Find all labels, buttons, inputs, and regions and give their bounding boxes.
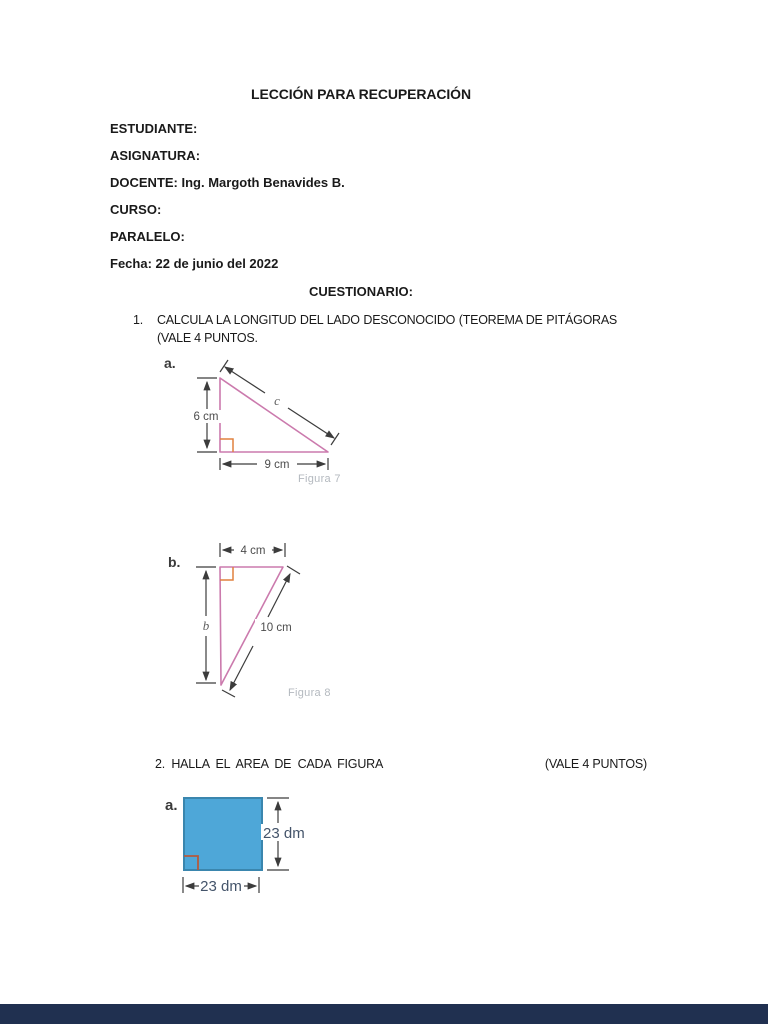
right-angle-marker <box>220 439 233 452</box>
triangle-shape <box>220 378 328 452</box>
field-estudiante: ESTUDIANTE: <box>110 121 198 136</box>
field-fecha: Fecha: 22 de junio del 2022 <box>110 256 279 271</box>
section-heading: CUESTIONARIO: <box>309 284 413 299</box>
figure-square <box>155 790 385 905</box>
question-2-points: (VALE 4 PUNTOS) <box>544 757 647 771</box>
question-2-number: 2. <box>155 757 166 771</box>
field-curso: CURSO: <box>110 202 162 217</box>
question-1 <box>133 311 617 347</box>
figure-b-label: b. <box>168 554 181 570</box>
vertical-b-label: b <box>202 618 210 633</box>
square-shape <box>184 798 262 870</box>
viewer-bottom-bar <box>0 1004 768 1024</box>
figure-a-caption: Figura 7 <box>298 473 341 485</box>
figure-b-triangle <box>160 538 390 706</box>
hypotenuse-c-label: c <box>274 393 280 408</box>
question-1-text: CALCULA LA LONGITUD DEL LADO DESCONOCIDO (TEOREMA DE PITÁGORAS (VALE 4 PUNTOS. <box>157 313 617 345</box>
question-2-text: 2. HALLA EL AREA DE CADA FIGURA <box>155 757 384 771</box>
right-angle-marker <box>220 567 233 580</box>
question-1-number: 1. <box>133 313 143 327</box>
dimension-height-23dm: 23 dm <box>263 825 305 842</box>
figure-a-label: a. <box>164 355 176 371</box>
dimension-4cm: 4 cm <box>240 545 266 557</box>
dimension-width-23dm: 23 dm <box>200 878 242 895</box>
page-title: LECCIÓN PARA RECUPERACIÓN <box>251 86 471 102</box>
figure-square-label: a. <box>165 797 178 814</box>
field-paralelo: PARALELO: <box>110 229 185 244</box>
field-asignatura: ASIGNATURA: <box>110 148 201 163</box>
field-docente: DOCENTE: Ing. Margoth Benavides B. <box>110 175 345 190</box>
question-2 <box>155 757 647 771</box>
figure-a-triangle <box>160 352 360 490</box>
dimension-6cm: 6 cm <box>193 411 219 423</box>
dimension-9cm: 9 cm <box>264 459 290 471</box>
dimension-10cm: 10 cm <box>260 622 292 634</box>
figure-b-caption: Figura 8 <box>288 687 331 699</box>
